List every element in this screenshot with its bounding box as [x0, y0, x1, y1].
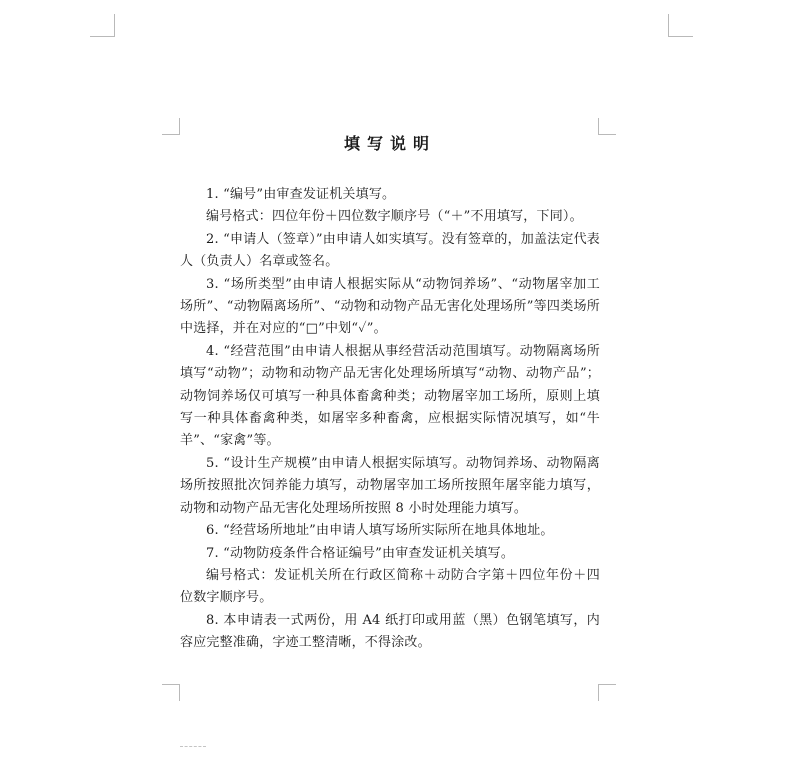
instructions-body [180, 184, 600, 655]
text-area-corner-mark-top-right [598, 118, 616, 135]
page-title: 填写说明 [343, 134, 436, 153]
page-corner-mark-top-right [668, 14, 693, 37]
paragraph-4: 4. “经营范围”由申请人根据从事经营活动范围填写。动物隔离场所填写“动物”；动物和动物产品无害化处理场所填写“动物、动物产品”；动物饲养场仅可填写一种具体畜禽种类；动物屠宰加工场所，原则上填写一种具体畜禽种类，如屠宰多种畜禽，应根据实际情况填写，如“牛羊”、“家禽”等。 [180, 343, 600, 449]
paragraph-7-format: 编号格式：发证机关所在行政区简称＋动防合字第＋四位年份＋四位数字顺序号。 [180, 567, 600, 606]
text-area-corner-mark-bottom-left [162, 684, 180, 701]
paragraph-8: 8. 本申请表一式两份，用 A4 纸打印或用蓝（黑）色钢笔填写，内容应完整准确，字迹工整清晰，不得涂改。 [180, 612, 600, 651]
paragraph-6: 6. “经营场所地址”由申请人填写场所实际所在地具体地址。 [206, 523, 554, 539]
next-page-edge-mark [180, 746, 206, 747]
paragraph-1-format: 编号格式：四位年份＋四位数字顺序号（“＋”不用填写，下同）。 [206, 209, 583, 225]
paragraph-5: 5. “设计生产规模”由申请人根据实际填写。动物饲养场、动物隔离场所按照批次饲养能力填写，动物屠宰加工场所按照年屠宰能力填写，动物和动物产品无害化处理场所按照 8 小时处理能力填写。 [180, 455, 600, 516]
text-area-corner-mark-top-left [162, 118, 180, 135]
paragraph-1: 1. “编号”由审查发证机关填写。 [206, 187, 396, 202]
paragraph-7: 7. “动物防疫条件合格证编号”由审查发证机关填写。 [206, 545, 515, 561]
paragraph-2: 2. “申请人（签章）”由申请人如实填写。没有签章的，加盖法定代表人（负责人）名章或签名。 [180, 231, 600, 270]
text-area-corner-mark-bottom-right [598, 684, 616, 701]
page-corner-mark-top-left [90, 14, 115, 37]
paragraph-3: 3. “场所类型”由申请人根据实际从“动物饲养场”、“动物屠宰加工场所”、“动物隔离场所”、“动物和动物产品无害化处理场所”等四类场所中选择，并在对应的“□”中划“✓”。 [180, 276, 600, 337]
